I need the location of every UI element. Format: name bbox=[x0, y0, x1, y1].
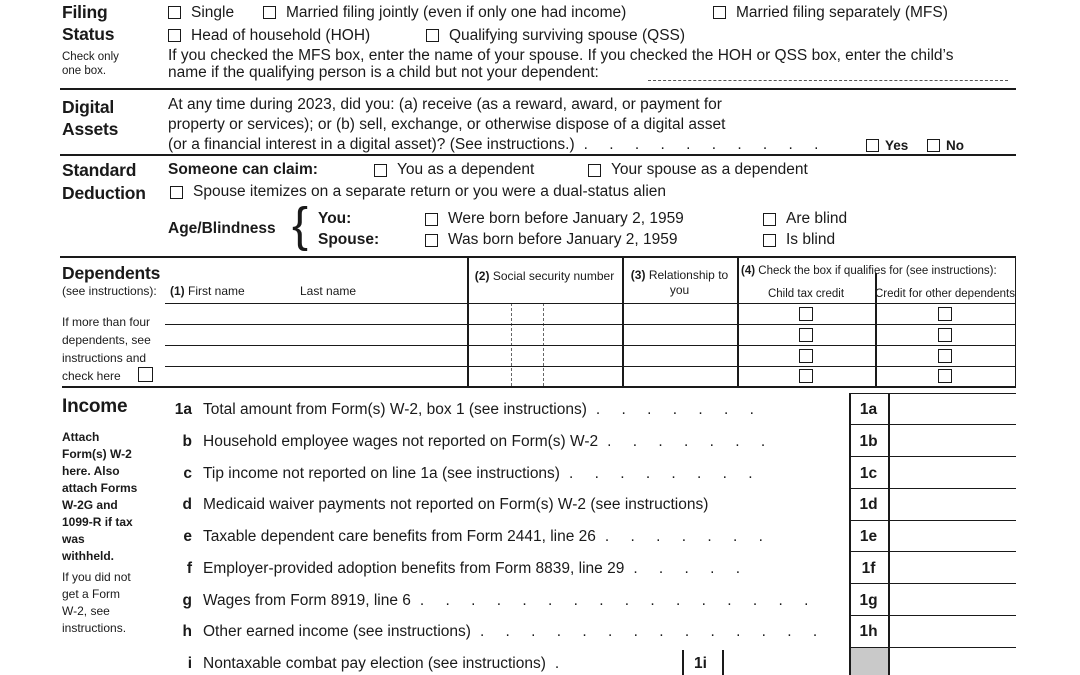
standard-deduction-title-line2: Deduction bbox=[62, 183, 146, 203]
dependent-row1-other-credit-checkbox[interactable] bbox=[938, 307, 952, 321]
you-are-blind-checkbox[interactable] bbox=[763, 213, 776, 226]
divider bbox=[60, 88, 1016, 90]
digital-assets-question-line3: (or a financial interest in a digital asset)? (See instructions.) . . . . . . . . . . bbox=[168, 136, 820, 153]
income-line-label: Wages from Form 8919, line 6 . . . . . . . . . . . . . . . . bbox=[203, 592, 810, 609]
income-amount-field-1b[interactable] bbox=[890, 426, 1014, 455]
income-box-number: 1g bbox=[859, 592, 878, 609]
claim-you-dependent-label: You as a dependent bbox=[397, 161, 535, 178]
more-than-four-dependents-checkbox[interactable] bbox=[138, 367, 153, 382]
table-line bbox=[682, 650, 684, 675]
leader-dots: . . . . . . . bbox=[604, 528, 764, 545]
dependent-row3-relationship-field[interactable] bbox=[623, 346, 736, 366]
dependent-row3-ssn-field[interactable] bbox=[468, 346, 621, 366]
dependent-row3-child-tax-credit-checkbox[interactable] bbox=[799, 349, 813, 363]
qualifying-surviving-spouse-label: Qualifying surviving spouse (QSS) bbox=[449, 27, 686, 44]
leader-dots: . . . . . . . . . . bbox=[583, 136, 820, 153]
dependents-side-note-line1: If more than four bbox=[62, 315, 151, 329]
table-bottom-border bbox=[62, 386, 1016, 389]
dependent-row1-ssn-field[interactable] bbox=[468, 304, 621, 324]
age-blindness-label: Age/Blindness bbox=[168, 220, 276, 237]
dependents-col1-header: (1) First name bbox=[170, 284, 245, 298]
w2-note-line4: instructions. bbox=[62, 621, 127, 635]
income-amount-field-1e[interactable] bbox=[890, 521, 1014, 550]
income-amount-field-1h[interactable] bbox=[890, 617, 1014, 646]
single-checkbox[interactable] bbox=[168, 6, 181, 19]
dependents-col3-header: (3) Relationship to bbox=[630, 268, 729, 282]
income-line-number: e bbox=[183, 528, 192, 545]
you-born-before-1959-checkbox[interactable] bbox=[425, 213, 438, 226]
income-line-label: Nontaxable combat pay election (see instructions) . bbox=[203, 655, 561, 672]
spouse-itemizes-checkbox[interactable] bbox=[170, 186, 183, 199]
you-born-before-1959-label: Were born before January 2, 1959 bbox=[448, 210, 684, 227]
dependents-side-note-line2: dependents, see bbox=[62, 333, 151, 347]
leader-dots: . . . . . . . . . . . . . . bbox=[479, 623, 819, 640]
income-line-number: d bbox=[182, 496, 192, 513]
income-line-number: g bbox=[182, 592, 192, 609]
dependent-row2-name-field[interactable] bbox=[166, 325, 466, 345]
dependent-row4-relationship-field[interactable] bbox=[623, 367, 736, 385]
w2-note-line1: If you did not bbox=[62, 570, 131, 584]
leader-dots: . . . . . . . . . . . . . . . . bbox=[419, 592, 810, 609]
income-inline-box-number: 1i bbox=[694, 655, 707, 672]
income-title: Income bbox=[62, 396, 128, 417]
attach-note-line5: W-2G and bbox=[62, 498, 118, 512]
head-of-household-checkbox[interactable] bbox=[168, 29, 181, 42]
attach-note-line7: was bbox=[62, 532, 85, 546]
dependent-row2-child-tax-credit-checkbox[interactable] bbox=[799, 328, 813, 342]
table-line bbox=[737, 257, 739, 387]
age-you-label: You: bbox=[318, 210, 352, 227]
filing-status-instruction-line2: name if the qualifying person is a child but not your dependent: bbox=[168, 64, 599, 81]
dependents-col3-header-line2: you bbox=[669, 283, 690, 297]
someone-can-claim-heading: Someone can claim: bbox=[168, 161, 318, 178]
age-spouse-label: Spouse: bbox=[318, 231, 380, 248]
dependents-side-note-line3: instructions and bbox=[62, 351, 147, 365]
filing-status-note-line1: Check only bbox=[62, 51, 119, 63]
leader-dots: . . . . . bbox=[633, 560, 742, 577]
income-box-number: 1c bbox=[859, 465, 878, 482]
income-line-label: Taxable dependent care benefits from Form 2441, line 26 . . . . . . . bbox=[203, 528, 764, 545]
spouse-or-child-name-field[interactable] bbox=[648, 62, 1008, 81]
table-line bbox=[1015, 257, 1017, 387]
digital-assets-title-line2: Assets bbox=[62, 119, 119, 139]
standard-deduction-title-line1: Standard bbox=[62, 160, 137, 180]
dependents-col1-header-lastname: Last name bbox=[300, 284, 357, 298]
attach-note-line6: 1099-R if tax bbox=[62, 515, 133, 529]
income-amount-field-1g[interactable] bbox=[890, 585, 1014, 614]
leader-dots: . bbox=[554, 655, 561, 672]
dependent-row2-relationship-field[interactable] bbox=[623, 325, 736, 345]
income-line-label: Medicaid waiver payments not reported on Form(s) W-2 (see instructions) bbox=[203, 496, 709, 513]
digital-assets-yes-checkbox[interactable] bbox=[866, 139, 879, 152]
dependents-subtitle: (see instructions): bbox=[62, 284, 157, 298]
single-label: Single bbox=[191, 4, 235, 21]
dependent-row2-other-credit-checkbox[interactable] bbox=[938, 328, 952, 342]
you-are-blind-label: Are blind bbox=[786, 210, 848, 227]
attach-note-line1: Attach bbox=[62, 430, 100, 444]
filing-status-title-line1: Filing bbox=[62, 2, 108, 22]
leader-dots: . . . . . . . bbox=[607, 433, 767, 450]
income-box-number: 1a bbox=[859, 401, 878, 418]
digital-assets-no-checkbox[interactable] bbox=[927, 139, 940, 152]
spouse-born-before-1959-checkbox[interactable] bbox=[425, 234, 438, 247]
spouse-is-blind-label: Is blind bbox=[786, 231, 836, 248]
attach-note-line3: here. Also bbox=[62, 464, 120, 478]
dependent-row4-name-field[interactable] bbox=[166, 367, 466, 385]
attach-note-line4: attach Forms bbox=[62, 481, 138, 495]
filing-status-note-line2: one box. bbox=[62, 65, 107, 77]
income-line-label: Employer-provided adoption benefits from Form 8839, line 29 . . . . . bbox=[203, 560, 742, 577]
head-of-household-label: Head of household (HOH) bbox=[191, 27, 371, 44]
spouse-itemizes-label: Spouse itemizes on a separate return or you were a dual-status alien bbox=[193, 183, 667, 200]
dependent-row1-name-field[interactable] bbox=[166, 304, 466, 324]
attach-note-line2: Form(s) W-2 bbox=[62, 447, 132, 461]
income-box-number: 1b bbox=[859, 433, 878, 450]
dependents-col4a-header: Child tax credit bbox=[767, 288, 845, 300]
income-line-number: f bbox=[186, 560, 192, 577]
shaded-cell bbox=[851, 648, 889, 675]
married-filing-separately-label: Married filing separately (MFS) bbox=[736, 4, 948, 21]
income-line-number: b bbox=[182, 433, 192, 450]
income-amount-field-1c[interactable] bbox=[890, 458, 1014, 487]
income-line-number: 1a bbox=[174, 401, 192, 418]
income-line-number: c bbox=[183, 465, 192, 482]
claim-spouse-dependent-label: Your spouse as a dependent bbox=[611, 161, 808, 178]
filing-status-instruction-line1: If you checked the MFS box, enter the name of your spouse. If you checked the HOH or QSS box, enter the child’s bbox=[168, 47, 954, 64]
filing-status-title-line2: Status bbox=[62, 24, 115, 44]
qualifying-surviving-spouse-checkbox[interactable] bbox=[426, 29, 439, 42]
dependent-row2-ssn-field[interactable] bbox=[468, 325, 621, 345]
income-line-label: Other earned income (see instructions) . . . . . . . . . . . . . . bbox=[203, 623, 819, 640]
dependent-row1-relationship-field[interactable] bbox=[623, 304, 736, 324]
income-line-label: Tip income not reported on line 1a (see instructions) . . . . . . . . bbox=[203, 465, 754, 482]
claim-spouse-dependent-checkbox[interactable] bbox=[588, 164, 601, 177]
spouse-is-blind-checkbox[interactable] bbox=[763, 234, 776, 247]
income-line-label: Household employee wages not reported on Form(s) W-2 . . . . . . . bbox=[203, 433, 767, 450]
income-line-number: h bbox=[182, 623, 192, 640]
divider bbox=[60, 154, 1016, 156]
income-amount-field-1i[interactable] bbox=[724, 651, 847, 675]
dependent-row3-other-credit-checkbox[interactable] bbox=[938, 349, 952, 363]
digital-assets-no-label: No bbox=[946, 138, 964, 153]
w2-note-line3: W-2, see bbox=[62, 604, 110, 618]
digital-assets-yes-label: Yes bbox=[885, 138, 909, 153]
income-amount-field-1d[interactable] bbox=[890, 489, 1014, 518]
digital-assets-question-line1: At any time during 2023, did you: (a) receive (as a reward, award, or payment for bbox=[168, 96, 722, 113]
brace-glyph: { bbox=[292, 199, 309, 252]
married-filing-jointly-label: Married filing jointly (even if only one had income) bbox=[286, 4, 627, 21]
attach-note-line8: withheld. bbox=[62, 549, 114, 563]
dependent-row4-child-tax-credit-checkbox[interactable] bbox=[799, 369, 813, 383]
dependent-row4-ssn-field[interactable] bbox=[468, 367, 621, 385]
married-filing-separately-checkbox[interactable] bbox=[713, 6, 726, 19]
dependents-title: Dependents bbox=[62, 263, 161, 283]
divider bbox=[60, 256, 1016, 258]
spouse-born-before-1959-label: Was born before January 2, 1959 bbox=[448, 231, 678, 248]
dependent-row3-name-field[interactable] bbox=[166, 346, 466, 366]
income-box-number: 1f bbox=[861, 560, 876, 577]
dependents-col4-header: (4) Check the box if qualifies for (see instructions): bbox=[741, 265, 997, 277]
leader-dots: . . . . . . . . bbox=[568, 465, 754, 482]
income-amount-field-1f[interactable] bbox=[890, 553, 1014, 582]
dependent-row4-other-credit-checkbox[interactable] bbox=[938, 369, 952, 383]
digital-assets-question-line2: property or services); or (b) sell, exchange, or otherwise dispose of a digital asset bbox=[168, 116, 726, 133]
dependents-col2-header: (2) Social security number bbox=[474, 269, 615, 283]
dependents-col4b-header: Credit for other dependents bbox=[875, 288, 1016, 300]
claim-you-dependent-checkbox[interactable] bbox=[374, 164, 387, 177]
leader-dots: . . . . . . . bbox=[595, 401, 755, 418]
married-filing-jointly-checkbox[interactable] bbox=[263, 6, 276, 19]
income-amount-field-1a[interactable] bbox=[890, 394, 1014, 423]
income-box-number: 1e bbox=[859, 528, 878, 545]
income-box-number: 1d bbox=[859, 496, 878, 513]
dependent-row1-child-tax-credit-checkbox[interactable] bbox=[799, 307, 813, 321]
w2-note-line2: get a Form bbox=[62, 587, 121, 601]
income-line-label: Total amount from Form(s) W-2, box 1 (see instructions) . . . . . . . bbox=[203, 401, 755, 418]
income-box-number: 1h bbox=[859, 623, 878, 640]
income-line-number: i bbox=[187, 655, 192, 672]
dependents-side-note-line4: check here bbox=[62, 369, 121, 383]
digital-assets-title-line1: Digital bbox=[62, 97, 115, 117]
